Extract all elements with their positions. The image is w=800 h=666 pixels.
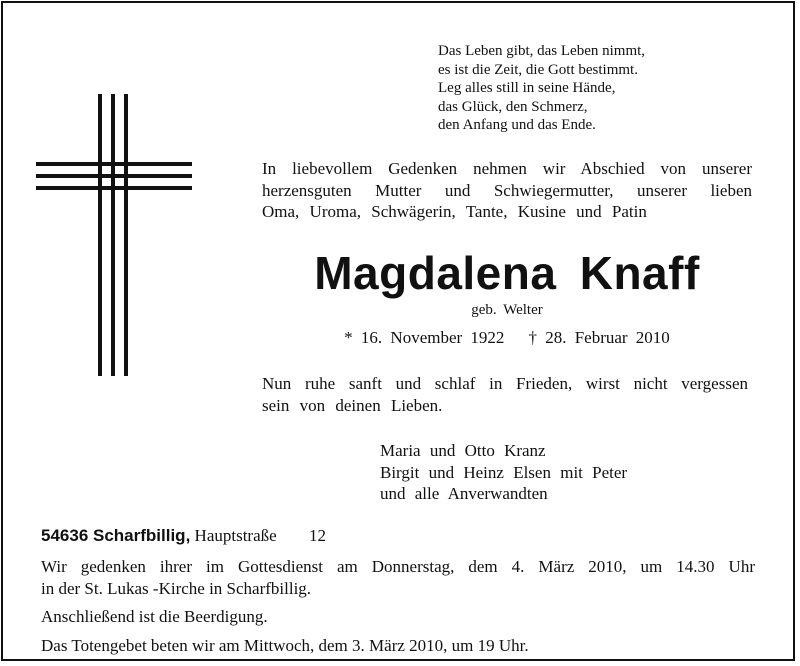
intro-line: herzensguten Mutter und Schwiegermutter, unserer lieben <box>262 180 752 200</box>
mourner: Maria und Otto Kranz <box>380 441 546 460</box>
intro-line: Oma, Uroma, Schwägerin, Tante, Kusine und Patin <box>262 202 647 221</box>
address <box>41 526 326 546</box>
maiden-name: geb. Welter <box>471 302 543 318</box>
deceased-name: Magdalena Knaff <box>314 247 700 299</box>
death-date: † 28. Februar 2010 <box>528 328 670 347</box>
address-city: 54636 Scharfbillig, <box>41 526 191 545</box>
mourner: und alle Anverwandten <box>380 484 548 503</box>
address-street: Hauptstraße <box>194 526 277 545</box>
service-notes <box>41 556 755 656</box>
intro-line: In liebevollem Gedenken nehmen wir Abschied von unserer <box>262 159 752 178</box>
intro-text <box>262 158 752 223</box>
poem-line: es ist die Zeit, die Gott bestimmt. <box>438 61 638 78</box>
poem-line: Leg alles still in seine Hände, <box>438 80 616 96</box>
mourners-list <box>380 440 627 505</box>
address-number: 12 <box>308 526 326 545</box>
poem-line: das Glück, den Schmerz, <box>438 98 588 115</box>
burial-note: Anschließend ist die Beerdigung. <box>41 607 268 626</box>
poem <box>438 42 688 135</box>
poem-line: Das Leben gibt, das Leben nimmt, <box>438 43 646 59</box>
service-line: in der St. Lukas -Kirche in Scharfbillig. <box>41 578 312 598</box>
prayer-note: Das Totengebet beten wir am Mittwoch, dem 3. März 2010, um 19 Uhr. <box>41 635 529 655</box>
verse-line: sein von deinen Lieben. <box>262 395 443 415</box>
life-dates <box>262 328 752 348</box>
verse-line: Nun ruhe sanft und schlaf in Frieden, wirst nicht vergessen <box>262 374 748 393</box>
mourner: Birgit und Heinz Elsen mit Peter <box>380 462 628 482</box>
farewell-verse <box>262 373 748 416</box>
cross-icon <box>36 94 192 376</box>
birth-date: * 16. November 1922 <box>344 328 505 347</box>
service-line: Wir gedenken ihrer im Gottesdienst am Donnerstag, dem 4. März 2010, um 14.30 Uhr <box>41 557 755 576</box>
poem-line: den Anfang und das Ende. <box>438 117 596 133</box>
